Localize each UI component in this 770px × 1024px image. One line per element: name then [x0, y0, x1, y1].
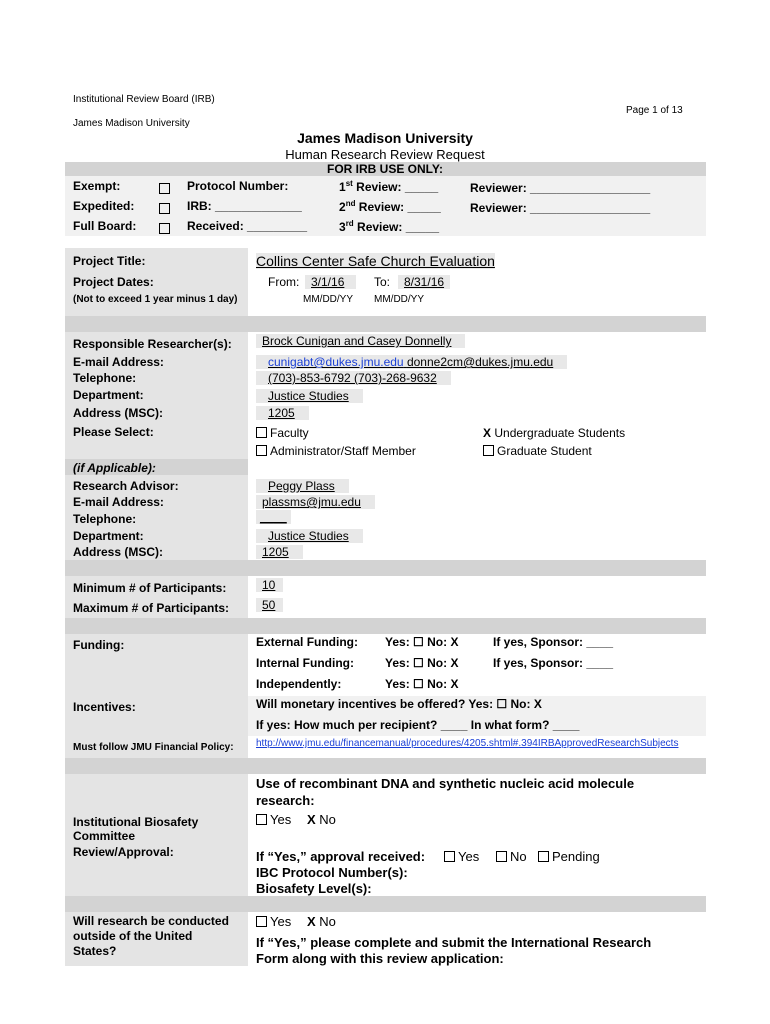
researcher-email-field[interactable]: cunigabt@dukes.jmu.edu donne2cm@dukes.jmu.edu: [256, 355, 567, 369]
min-participants-label: Minimum # of Participants:: [73, 581, 227, 595]
to-date-format: MM/DD/YY: [374, 294, 424, 305]
researcher-telephone-field[interactable]: (703)-853-6792 (703)-268-9632: [256, 371, 451, 385]
biosafety-no-option[interactable]: X No: [307, 812, 336, 827]
approval-yes-option[interactable]: Yes: [444, 849, 479, 864]
internal-funding-yes-no[interactable]: Yes: ☐ No: X: [385, 656, 459, 670]
max-participants-label: Maximum # of Participants:: [73, 601, 230, 615]
irb-use-heading: FOR IRB USE ONLY:: [326, 162, 443, 176]
please-select-label: Please Select:: [73, 425, 154, 439]
received-field: Received: _________: [187, 219, 308, 233]
funding-label: Funding:: [73, 638, 125, 652]
option-undergraduate[interactable]: X Undergraduate Students: [483, 426, 626, 440]
section-divider: [65, 758, 706, 774]
document-subtitle: Human Research Review Request: [285, 147, 485, 162]
researcher-telephone-label: Telephone:: [73, 371, 137, 385]
exempt-checkbox[interactable]: [159, 180, 173, 198]
external-funding-yes-no[interactable]: Yes: ☐ No: X: [385, 635, 459, 649]
international-yes-option[interactable]: Yes: [256, 914, 291, 929]
irb-field: IRB: _____________: [187, 199, 302, 213]
advisor-address-label: Address (MSC):: [73, 545, 164, 559]
external-funding-label: External Funding:: [256, 635, 358, 649]
researcher-address-field[interactable]: 1205: [256, 406, 309, 420]
biosafety-label-line1: Institutional Biosafety: [73, 815, 199, 829]
international-label-line2: outside of the United: [73, 929, 193, 943]
advisor-email-label: E-mail Address:: [73, 495, 164, 509]
international-instruction-line1: If “Yes,” please complete and submit the International Research: [256, 935, 652, 950]
approval-received-label: If “Yes,” approval received:: [256, 849, 426, 864]
biosafety-label-line2: Committee: [73, 829, 136, 843]
from-label: From:: [268, 275, 300, 289]
to-date-field[interactable]: 8/31/16: [398, 275, 450, 289]
project-title-value[interactable]: Collins Center Safe Church Evaluation: [256, 253, 495, 269]
reviewer-field-1: Reviewer: __________________: [470, 181, 651, 195]
researcher-department-label: Department:: [73, 388, 144, 402]
exempt-label: Exempt:: [73, 179, 121, 193]
international-no-option[interactable]: X No: [307, 914, 336, 929]
biosafety-label-line3: Review/Approval:: [73, 845, 174, 859]
graduate-checkbox: [483, 445, 494, 456]
from-date-field[interactable]: 3/1/16: [305, 275, 356, 289]
independently-yes-no[interactable]: Yes: ☐ No: X: [385, 677, 459, 691]
expedited-label: Expedited:: [73, 199, 135, 213]
document-title: James Madison University: [297, 130, 473, 146]
advisor-email-field[interactable]: plassms@jmu.edu: [256, 495, 375, 509]
external-sponsor-field[interactable]: If yes, Sponsor: ____: [493, 635, 614, 649]
advisor-telephone-field[interactable]: ____: [256, 510, 291, 524]
protocol-number-label: Protocol Number:: [187, 179, 289, 193]
section-divider: [65, 618, 706, 634]
first-review-field: 1st Review: _____: [339, 179, 439, 194]
incentives-label: Incentives:: [73, 700, 136, 714]
section-divider: [65, 896, 706, 912]
responsible-researcher-label: Responsible Researcher(s):: [73, 337, 232, 351]
third-review-field: 3rd Review: _____: [339, 219, 440, 234]
ibc-protocol-number-label: IBC Protocol Number(s):: [256, 865, 408, 880]
project-dates-note: (Not to exceed 1 year minus 1 day): [73, 294, 238, 305]
international-label-line1: Will research be conducted: [73, 914, 229, 928]
researcher-email-label: E-mail Address:: [73, 355, 164, 369]
international-label-line3: States?: [73, 944, 117, 958]
full-board-label: Full Board:: [73, 219, 137, 233]
biosafety-yes-option[interactable]: Yes: [256, 812, 291, 827]
independently-label: Independently:: [256, 677, 342, 691]
faculty-checkbox: [256, 427, 267, 438]
internal-sponsor-field[interactable]: If yes, Sponsor: ____: [493, 656, 614, 670]
from-date-format: MM/DD/YY: [303, 294, 353, 305]
section-divider: [65, 316, 706, 332]
approval-pending-option[interactable]: Pending: [538, 849, 600, 864]
internal-funding-label: Internal Funding:: [256, 656, 354, 670]
approval-no-option[interactable]: No: [496, 849, 527, 864]
international-instruction-line2: Form along with this review application:: [256, 951, 504, 966]
expedited-checkbox[interactable]: [159, 200, 173, 218]
if-applicable-label: (if Applicable):: [73, 461, 156, 475]
undergraduate-check-mark: X: [483, 426, 492, 440]
option-faculty[interactable]: Faculty: [256, 426, 309, 440]
advisor-label: Research Advisor:: [73, 479, 179, 493]
header-org: Institutional Review Board (IRB): [73, 94, 215, 105]
researcher-address-label: Address (MSC):: [73, 406, 164, 420]
option-admin-staff[interactable]: Administrator/Staff Member: [256, 444, 416, 458]
section-divider: [65, 560, 706, 576]
to-label: To:: [374, 275, 391, 289]
option-graduate[interactable]: Graduate Student: [483, 444, 592, 458]
financial-policy-link[interactable]: http://www.jmu.edu/financemanual/procedures/4205.shtml#.394IRBApprovedResearchSubjects: [256, 738, 679, 749]
advisor-department-label: Department:: [73, 529, 144, 543]
reviewer-field-2: Reviewer: __________________: [470, 201, 651, 215]
recombinant-dna-question-line1: Use of recombinant DNA and synthetic nucleic acid molecule: [256, 776, 635, 791]
min-participants-field[interactable]: 10: [256, 578, 283, 592]
recombinant-dna-question-line2: research:: [256, 793, 315, 808]
project-dates-label: Project Dates:: [73, 275, 154, 289]
advisor-telephone-label: Telephone:: [73, 512, 137, 526]
biosafety-level-label: Biosafety Level(s):: [256, 881, 372, 896]
page-number: Page 1 of 13: [626, 105, 683, 116]
incentives-followup[interactable]: If yes: How much per recipient? ____ In what form? ____: [256, 718, 580, 732]
researcher-department-field[interactable]: Justice Studies: [256, 389, 363, 403]
project-title-label: Project Title:: [73, 254, 146, 268]
responsible-researcher-field[interactable]: Brock Cunigan and Casey Donnelly: [256, 334, 465, 348]
advisor-address-field[interactable]: 1205: [256, 545, 303, 559]
max-participants-field[interactable]: 50: [256, 598, 283, 612]
header-university: James Madison University: [73, 118, 190, 129]
admin-staff-checkbox: [256, 445, 267, 456]
advisor-department-field[interactable]: Justice Studies: [256, 529, 363, 543]
full-board-checkbox[interactable]: [159, 220, 173, 238]
financial-policy-label: Must follow JMU Financial Policy:: [73, 742, 234, 753]
second-review-field: 2nd Review: _____: [339, 199, 441, 214]
monetary-incentives-question[interactable]: Will monetary incentives be offered? Yes: ☐ No: X: [256, 697, 542, 711]
advisor-field[interactable]: Peggy Plass: [256, 479, 349, 493]
